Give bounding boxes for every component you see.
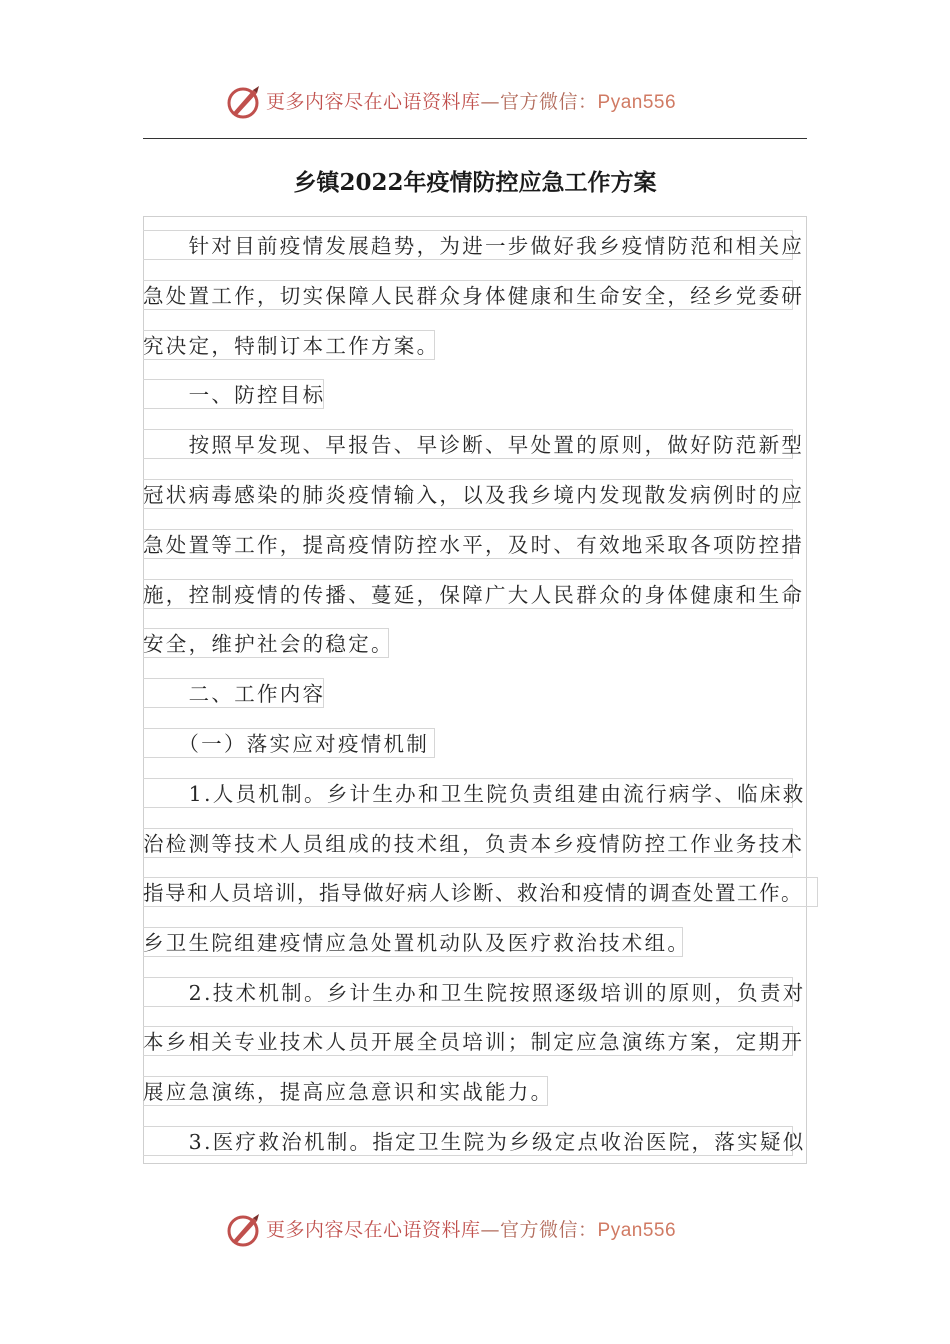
banner-text — [266, 90, 676, 115]
footer-banner — [0, 1210, 950, 1250]
text-line: 按照早发现、早报告、早诊断、早处置的原则，做好防范新型 — [143, 429, 793, 459]
text-line: 施，控制疫情的传播、蔓延，保障广大人民群众的身体健康和生命 — [143, 579, 793, 609]
text-line: 2.技术机制。乡计生办和卫生院按照逐级培训的原则，负责对 — [143, 977, 793, 1007]
text-line: 本乡相关专业技术人员开展全员培训；制定应急演练方案，定期开 — [143, 1026, 793, 1056]
text-line: 急处置等工作，提高疫情防控水平，及时、有效地采取各项防控措 — [143, 529, 793, 559]
banner-sub-text: —官方微信： — [480, 1219, 598, 1241]
banner-main-text: 更多内容尽在心语资料库 — [266, 91, 481, 113]
text-line: 治检测等技术人员组成的技术组，负责本乡疫情防控工作业务技术 — [143, 828, 793, 858]
banner-text — [266, 1218, 676, 1243]
text-line: 展应急演练，提高应急意识和实战能力。 — [143, 1076, 548, 1106]
section-heading: 一、防控目标 — [143, 379, 324, 409]
subsection-heading: （一）落实应对疫情机制 — [143, 728, 435, 758]
header-banner — [0, 82, 950, 122]
text-line: 指导和人员培训，指导做好病人诊断、救治和疫情的调查处置工作。 — [143, 877, 818, 907]
banner-wechat-id: Pyan556 — [597, 1220, 677, 1241]
text-line: 究决定，特制订本工作方案。 — [143, 330, 435, 360]
header-divider — [143, 138, 807, 139]
banner-sub-text: —官方微信： — [480, 91, 598, 113]
section-heading: 二、工作内容 — [143, 678, 324, 708]
banner-wechat-id: Pyan556 — [597, 92, 677, 113]
text-line: 3.医疗救治机制。指定卫生院为乡级定点收治医院，落实疑似 — [143, 1126, 793, 1156]
brush-logo-icon — [226, 84, 262, 120]
text-line: 安全，维护社会的稳定。 — [143, 628, 389, 658]
banner-main-text: 更多内容尽在心语资料库 — [266, 1219, 481, 1241]
brush-logo-icon — [226, 1212, 262, 1248]
document-title: 乡镇2022年疫情防控应急工作方案 — [293, 169, 657, 196]
text-line: 冠状病毒感染的肺炎疫情输入，以及我乡境内发现散发病例时的应 — [143, 479, 793, 509]
text-line: 急处置工作，切实保障人民群众身体健康和生命安全，经乡党委研 — [143, 280, 793, 310]
text-line: 1.人员机制。乡计生办和卫生院负责组建由流行病学、临床救 — [143, 778, 793, 808]
text-line: 针对目前疫情发展趋势，为进一步做好我乡疫情防范和相关应 — [143, 230, 793, 260]
text-line: 乡卫生院组建疫情应急处置机动队及医疗救治技术组。 — [143, 927, 683, 957]
